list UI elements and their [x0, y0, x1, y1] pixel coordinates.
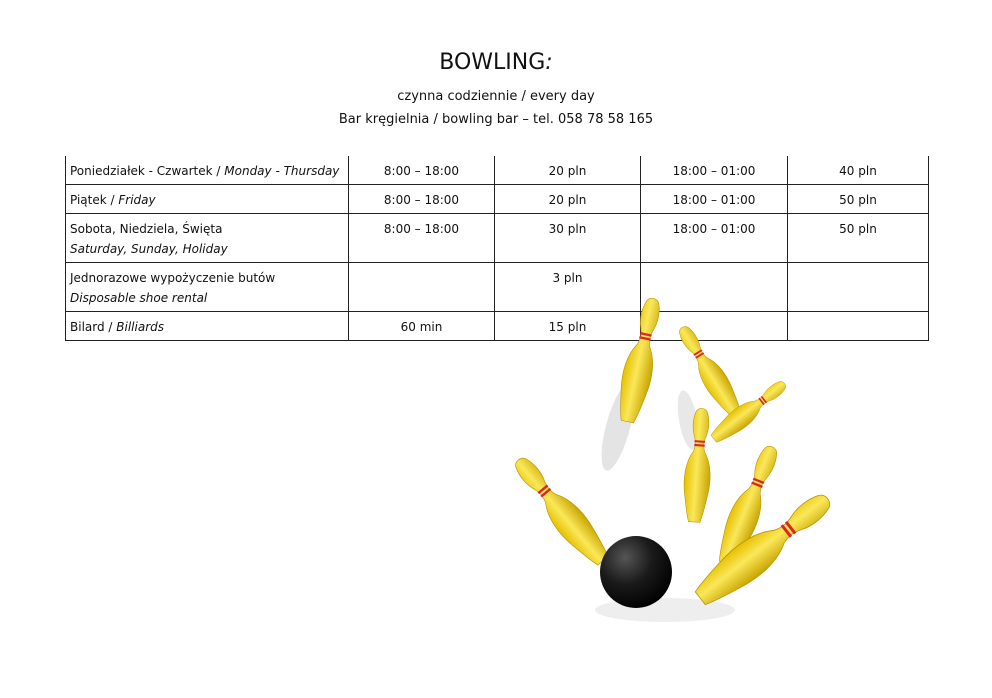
row-label: [66, 263, 349, 312]
opening-hours-note: czynna codziennie / every day: [397, 89, 595, 104]
day-price-cell: 15 pln: [495, 312, 641, 341]
label-pl: Sobota, Niedziela, Święta: [70, 222, 223, 236]
evening-price-cell: 50 pln: [788, 214, 929, 263]
row-label: [66, 214, 349, 263]
bowling-pin: [507, 450, 615, 570]
label-separator: /: [212, 164, 225, 178]
bowling-pin: [689, 484, 839, 612]
label-pl: Jednorazowe wypożyczenie butów: [70, 271, 276, 285]
title-suffix: :: [545, 50, 553, 75]
day-time-cell: 60 min: [349, 312, 495, 341]
evening-time-cell: 18:00 – 01:00: [641, 156, 788, 185]
table-row: [66, 214, 929, 263]
bowling-pin: [613, 296, 667, 425]
evening-time-cell: 18:00 – 01:00: [641, 214, 788, 263]
table-row: [66, 156, 929, 185]
row-label: [66, 185, 349, 214]
day-time-cell: 8:00 – 18:00: [349, 156, 495, 185]
day-price-cell: 20 pln: [495, 156, 641, 185]
title-text: BOWLING: [439, 50, 546, 75]
day-price-cell: 30 pln: [495, 214, 641, 263]
day-price-cell: 3 pln: [495, 263, 641, 312]
label-en: Disposable shoe rental: [70, 291, 208, 305]
row-label: [66, 156, 349, 185]
table-row: [66, 185, 929, 214]
row-label: [66, 312, 349, 341]
label-en: Saturday, Sunday, Holiday: [70, 242, 228, 256]
label-pl: Bilard: [70, 320, 105, 334]
label-en: Friday: [118, 193, 156, 207]
label-pl: Poniedziałek - Czwartek: [70, 164, 213, 178]
day-time-cell: 8:00 – 18:00: [349, 185, 495, 214]
label-en: Monday - Thursday: [224, 164, 340, 178]
bowling-ball: [600, 536, 672, 608]
contact-line: Bar kręgielnia / bowling bar – tel. 058 78 58 165: [338, 112, 654, 127]
label-en: Billiards: [116, 320, 164, 334]
evening-price-cell: 50 pln: [788, 185, 929, 214]
page-title: [0, 50, 992, 75]
label-separator: /: [104, 320, 117, 334]
label-pl: Piątek: [70, 193, 107, 207]
evening-price-cell: 40 pln: [788, 156, 929, 185]
day-price-cell: 20 pln: [495, 185, 641, 214]
day-time-cell: 8:00 – 18:00: [349, 214, 495, 263]
label-separator: /: [106, 193, 119, 207]
bowling-pins-illustration: [470, 292, 860, 657]
evening-time-cell: 18:00 – 01:00: [641, 185, 788, 214]
